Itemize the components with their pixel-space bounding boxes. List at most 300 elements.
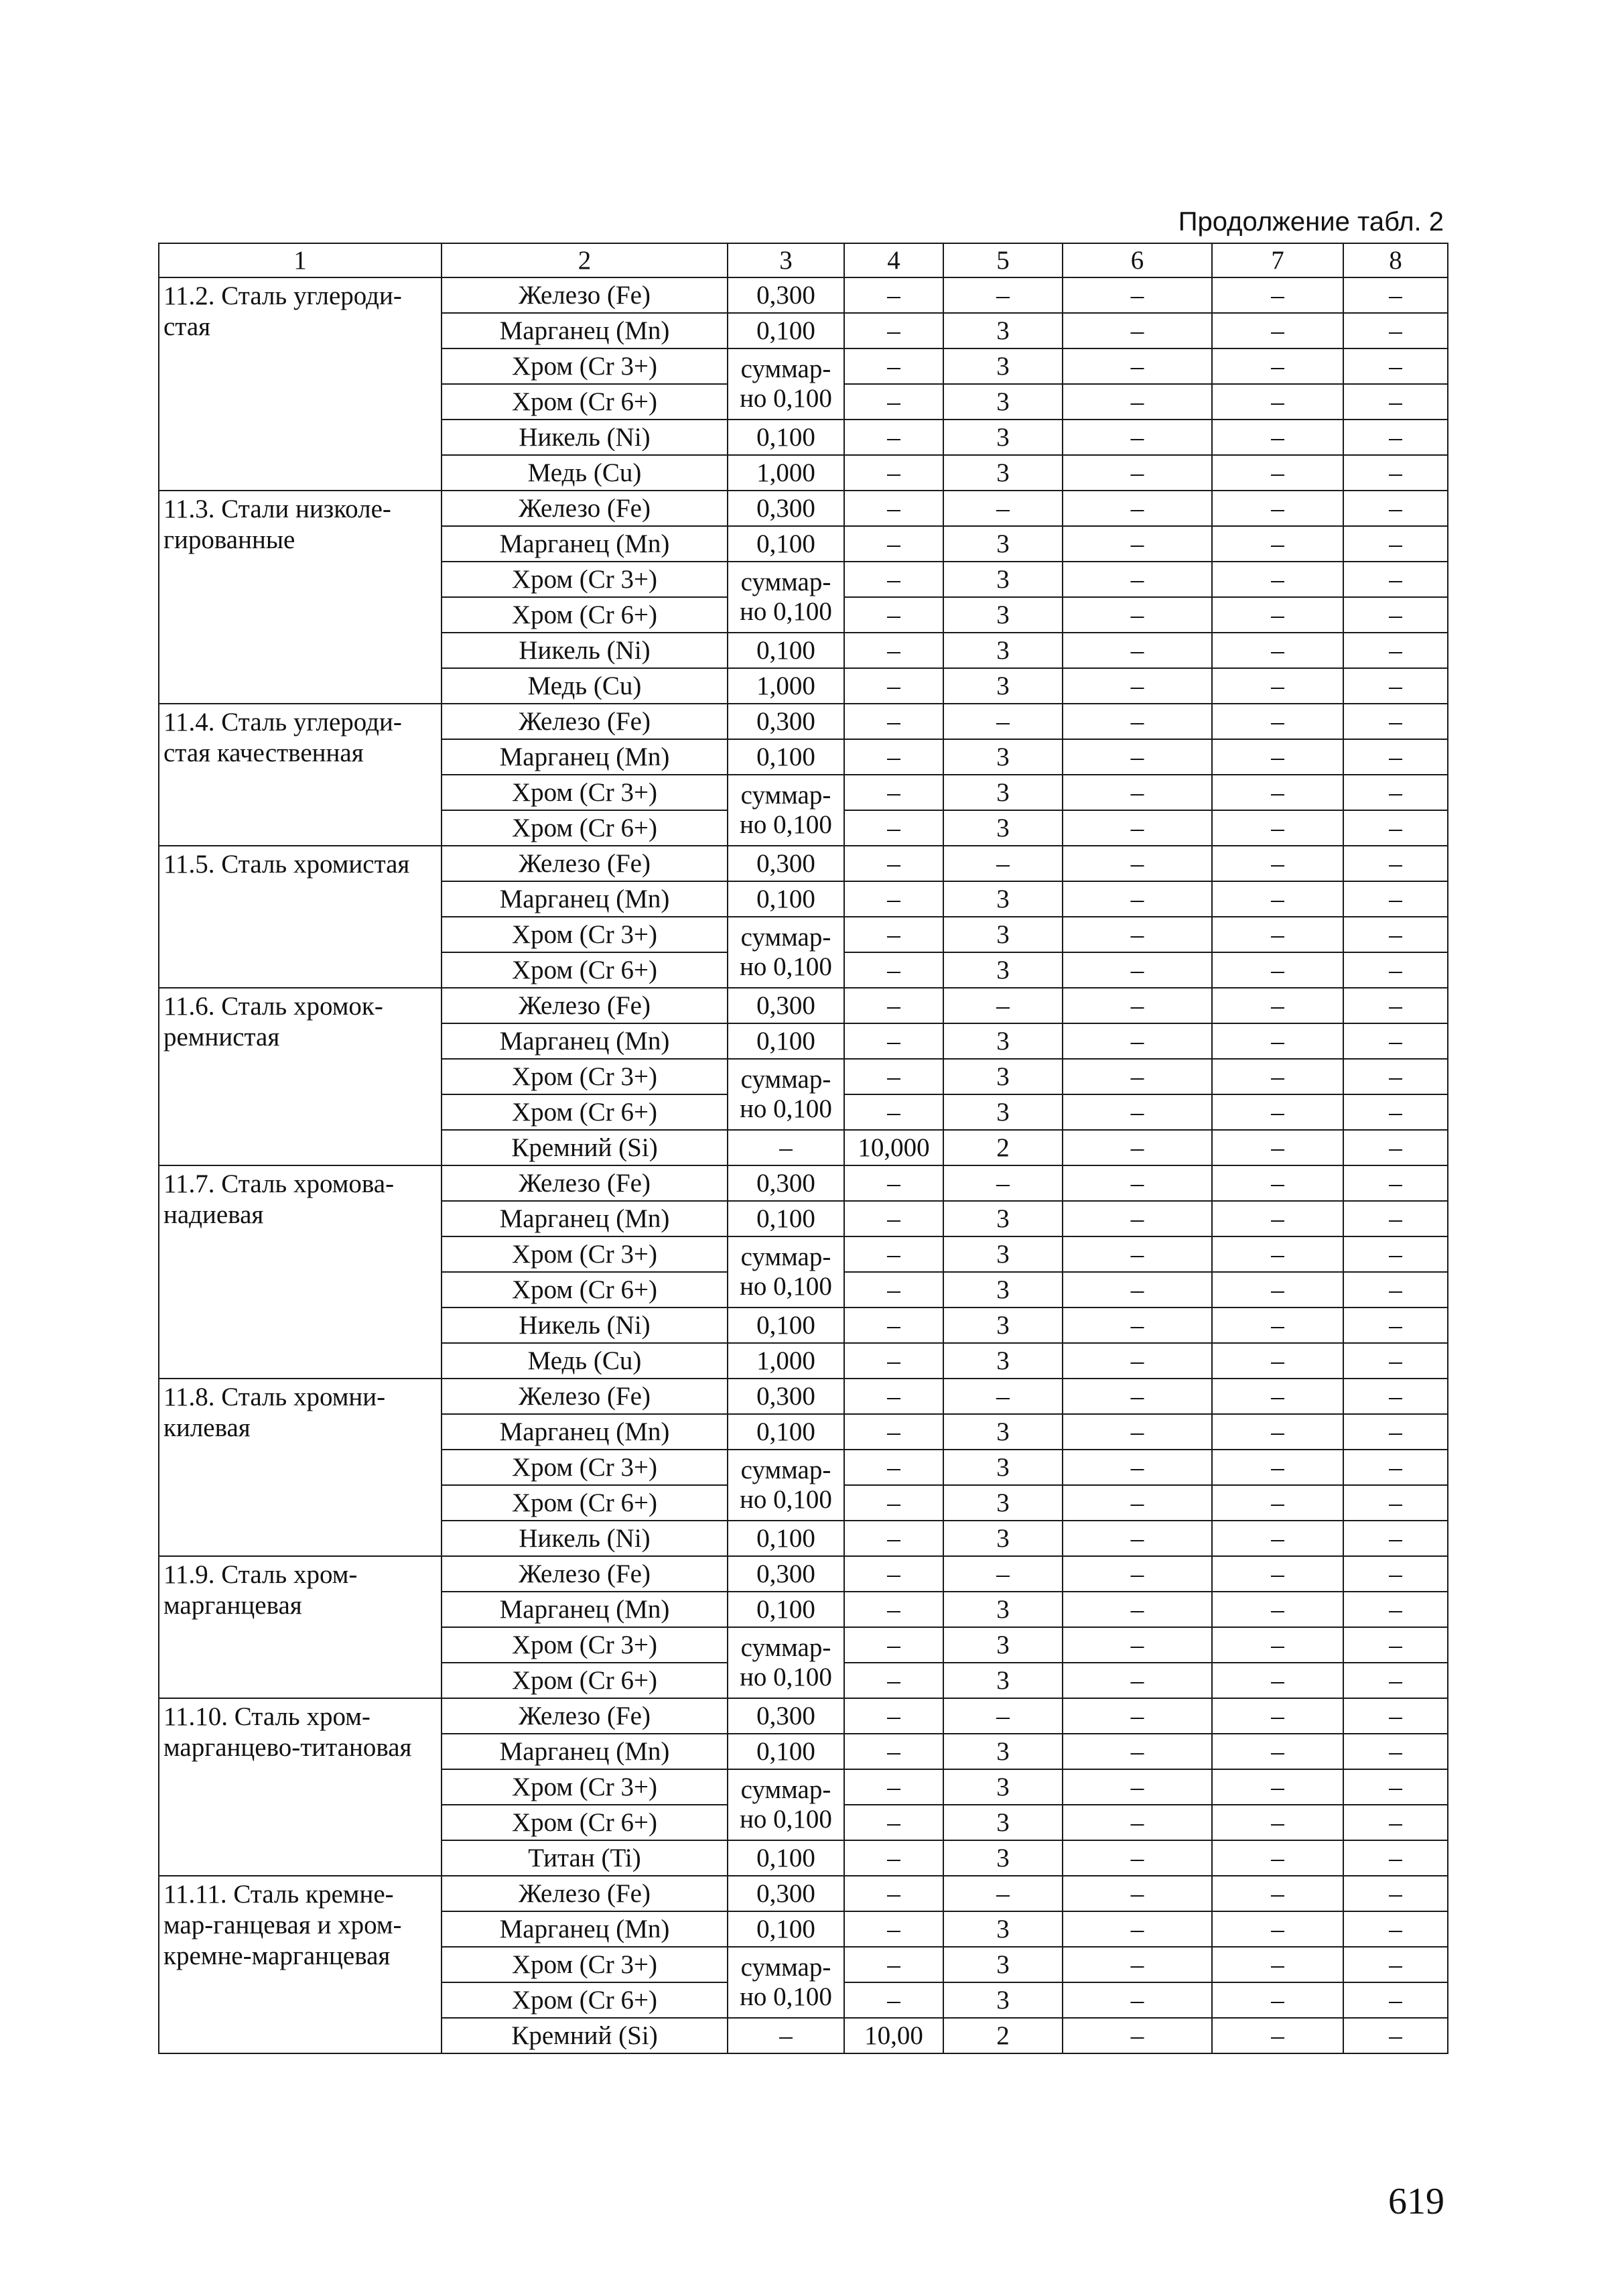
value-cell: –	[844, 633, 943, 668]
value-cell: –	[844, 348, 943, 384]
element-cell: Никель (Ni)	[442, 1308, 728, 1343]
value-cell: –	[728, 1130, 844, 1165]
value-cell: –	[1063, 1485, 1212, 1521]
value-cell: 0,300	[728, 988, 844, 1023]
value-cell: –	[1063, 1379, 1212, 1414]
value-cell: 3	[943, 1805, 1063, 1840]
value-cell: –	[1212, 313, 1343, 348]
value-cell: 3	[943, 917, 1063, 952]
element-cell: Медь (Cu)	[442, 1343, 728, 1379]
value-cell: –	[1343, 1592, 1448, 1627]
value-cell: –	[1063, 1308, 1212, 1343]
group-name: 11.8. Сталь хромни-килевая	[159, 1379, 442, 1556]
value-cell: –	[1063, 846, 1212, 881]
table-row	[159, 1379, 1448, 1414]
value-cell: –	[1063, 1592, 1212, 1627]
value-cell: –	[1343, 313, 1448, 348]
value-cell: –	[1063, 810, 1212, 846]
value-cell: –	[1063, 1201, 1212, 1236]
value-cell: 3	[943, 597, 1063, 633]
value-cell: 3	[943, 1840, 1063, 1876]
value-cell: –	[1343, 810, 1448, 846]
element-cell: Железо (Fe)	[442, 988, 728, 1023]
value-cell: 0,300	[728, 1556, 844, 1592]
value-cell: 1,000	[728, 1343, 844, 1379]
value-cell: –	[1343, 633, 1448, 668]
element-cell: Хром (Cr 3+)	[442, 1236, 728, 1272]
value-cell: –	[844, 1911, 943, 1947]
element-cell: Медь (Cu)	[442, 455, 728, 491]
value-cell: 0,100	[728, 1201, 844, 1236]
value-cell: 3	[943, 1663, 1063, 1698]
value-cell: –	[1343, 1201, 1448, 1236]
element-cell: Хром (Cr 6+)	[442, 1485, 728, 1521]
combined-value-cell: суммар-но 0,100	[728, 348, 844, 420]
value-cell: 0,300	[728, 491, 844, 526]
value-cell: –	[844, 1840, 943, 1876]
value-cell: –	[1343, 1272, 1448, 1308]
element-cell: Хром (Cr 3+)	[442, 917, 728, 952]
value-cell: –	[1343, 526, 1448, 562]
value-cell: –	[844, 1201, 943, 1236]
value-cell: –	[844, 277, 943, 313]
value-cell: –	[1212, 739, 1343, 775]
value-cell: –	[844, 952, 943, 988]
element-cell: Марганец (Mn)	[442, 526, 728, 562]
value-cell: –	[1063, 1734, 1212, 1769]
value-cell: 3	[943, 1982, 1063, 2018]
column-header: 7	[1212, 243, 1343, 277]
value-cell: 0,100	[728, 1308, 844, 1343]
table-row	[159, 704, 1448, 739]
value-cell: –	[1212, 988, 1343, 1023]
value-cell: –	[844, 1698, 943, 1734]
value-cell: –	[1212, 1379, 1343, 1414]
value-cell: 3	[943, 455, 1063, 491]
value-cell: –	[1063, 455, 1212, 491]
value-cell: 3	[943, 348, 1063, 384]
value-cell: 0,100	[728, 420, 844, 455]
element-cell: Хром (Cr 3+)	[442, 1059, 728, 1094]
value-cell: –	[1063, 1840, 1212, 1876]
element-cell: Марганец (Mn)	[442, 881, 728, 917]
combined-value-cell: суммар-но 0,100	[728, 1236, 844, 1308]
element-cell: Хром (Cr 3+)	[442, 1769, 728, 1805]
value-cell: –	[1063, 1521, 1212, 1556]
value-cell: 0,100	[728, 313, 844, 348]
group-name: 11.11. Сталь кремне-мар-ганцевая и хром-кремне-марганцевая	[159, 1876, 442, 2053]
value-cell: 0,100	[728, 1592, 844, 1627]
value-cell: 3	[943, 810, 1063, 846]
value-cell: –	[1063, 704, 1212, 739]
value-cell: –	[844, 1343, 943, 1379]
value-cell: 0,100	[728, 1840, 844, 1876]
value-cell: –	[1212, 597, 1343, 633]
value-cell: –	[1212, 1165, 1343, 1201]
value-cell: –	[1343, 1556, 1448, 1592]
table-row	[159, 1698, 1448, 1734]
value-cell: –	[1212, 384, 1343, 420]
value-cell: –	[1343, 1947, 1448, 1982]
value-cell: –	[1063, 1236, 1212, 1272]
value-cell: –	[1343, 1094, 1448, 1130]
value-cell: –	[1063, 348, 1212, 384]
value-cell: –	[1212, 704, 1343, 739]
value-cell: –	[844, 562, 943, 597]
value-cell: –	[943, 846, 1063, 881]
element-cell: Кремний (Si)	[442, 2018, 728, 2053]
value-cell: 10,00	[844, 2018, 943, 2053]
value-cell: –	[943, 1556, 1063, 1592]
element-cell: Хром (Cr 3+)	[442, 1947, 728, 1982]
value-cell: –	[1212, 1094, 1343, 1130]
value-cell: 0,300	[728, 1698, 844, 1734]
value-cell: –	[1212, 1414, 1343, 1450]
combined-value-cell: суммар-но 0,100	[728, 1769, 844, 1840]
value-cell: –	[1063, 1769, 1212, 1805]
value-cell: –	[1343, 881, 1448, 917]
value-cell: –	[1212, 1769, 1343, 1805]
value-cell: 0,100	[728, 1911, 844, 1947]
value-cell: 0,100	[728, 739, 844, 775]
value-cell: –	[1063, 1982, 1212, 2018]
value-cell: –	[1343, 1165, 1448, 1201]
value-cell: –	[844, 1236, 943, 1272]
value-cell: –	[844, 1272, 943, 1308]
value-cell: 3	[943, 668, 1063, 704]
element-cell: Марганец (Mn)	[442, 739, 728, 775]
value-cell: –	[844, 420, 943, 455]
table-row	[159, 988, 1448, 1023]
value-cell: –	[844, 1059, 943, 1094]
element-cell: Марганец (Mn)	[442, 1911, 728, 1947]
value-cell: –	[1343, 2018, 1448, 2053]
element-cell: Хром (Cr 6+)	[442, 597, 728, 633]
value-cell: –	[943, 1379, 1063, 1414]
value-cell: –	[1212, 1982, 1343, 2018]
value-cell: –	[844, 1947, 943, 1982]
value-cell: –	[1212, 952, 1343, 988]
value-cell: –	[1343, 668, 1448, 704]
value-cell: –	[1343, 775, 1448, 810]
value-cell: 0,300	[728, 277, 844, 313]
value-cell: 0,300	[728, 704, 844, 739]
value-cell: –	[1343, 1450, 1448, 1485]
value-cell: –	[1063, 775, 1212, 810]
value-cell: –	[1343, 952, 1448, 988]
value-cell: –	[943, 491, 1063, 526]
value-cell: –	[1343, 1876, 1448, 1911]
column-header: 4	[844, 243, 943, 277]
element-cell: Марганец (Mn)	[442, 1414, 728, 1450]
element-cell: Марганец (Mn)	[442, 313, 728, 348]
value-cell: 3	[943, 1094, 1063, 1130]
element-cell: Железо (Fe)	[442, 1379, 728, 1414]
value-cell: –	[1063, 881, 1212, 917]
column-header: 6	[1063, 243, 1212, 277]
element-cell: Хром (Cr 6+)	[442, 1094, 728, 1130]
value-cell: 10,000	[844, 1130, 943, 1165]
table-row	[159, 491, 1448, 526]
value-cell: –	[1063, 313, 1212, 348]
value-cell: –	[844, 384, 943, 420]
element-cell: Никель (Ni)	[442, 633, 728, 668]
value-cell: –	[1212, 775, 1343, 810]
value-cell: –	[1343, 384, 1448, 420]
value-cell: –	[1063, 1343, 1212, 1379]
value-cell: 0,100	[728, 1414, 844, 1450]
norms-table	[158, 243, 1448, 2054]
group-name: 11.10. Сталь хром-марганцево-титановая	[159, 1698, 442, 1876]
value-cell: –	[1343, 1414, 1448, 1450]
element-cell: Хром (Cr 3+)	[442, 562, 728, 597]
value-cell: –	[1212, 348, 1343, 384]
element-cell: Железо (Fe)	[442, 846, 728, 881]
value-cell: –	[844, 668, 943, 704]
value-cell: –	[1343, 1236, 1448, 1272]
value-cell: –	[844, 1663, 943, 1698]
value-cell: 3	[943, 526, 1063, 562]
value-cell: 0,300	[728, 1379, 844, 1414]
value-cell: –	[1063, 1947, 1212, 1982]
element-cell: Марганец (Mn)	[442, 1592, 728, 1627]
combined-value-cell: суммар-но 0,100	[728, 775, 844, 846]
value-cell: –	[1063, 1805, 1212, 1840]
group-name: 11.9. Сталь хром-марганцевая	[159, 1556, 442, 1698]
value-cell: 0,100	[728, 1023, 844, 1059]
value-cell: 3	[943, 1485, 1063, 1521]
value-cell: –	[1343, 1379, 1448, 1414]
value-cell: –	[844, 739, 943, 775]
value-cell: –	[1212, 491, 1343, 526]
value-cell: –	[844, 1414, 943, 1450]
value-cell: –	[943, 704, 1063, 739]
value-cell: –	[844, 491, 943, 526]
group-name: 11.3. Стали низколе-гированные	[159, 491, 442, 704]
column-header: 5	[943, 243, 1063, 277]
value-cell: –	[1343, 455, 1448, 491]
value-cell: –	[1212, 1308, 1343, 1343]
table-row	[159, 1556, 1448, 1592]
value-cell: –	[1063, 2018, 1212, 2053]
value-cell: –	[1343, 277, 1448, 313]
value-cell: 3	[943, 775, 1063, 810]
value-cell: 3	[943, 1023, 1063, 1059]
element-cell: Хром (Cr 3+)	[442, 1450, 728, 1485]
value-cell: –	[1343, 1627, 1448, 1663]
value-cell: –	[1212, 2018, 1343, 2053]
value-cell: 0,300	[728, 846, 844, 881]
value-cell: –	[943, 988, 1063, 1023]
value-cell: –	[1063, 668, 1212, 704]
element-cell: Марганец (Mn)	[442, 1201, 728, 1236]
table-row	[159, 277, 1448, 313]
value-cell: 3	[943, 313, 1063, 348]
value-cell: –	[844, 988, 943, 1023]
combined-value-cell: суммар-но 0,100	[728, 1059, 844, 1130]
value-cell: 0,300	[728, 1165, 844, 1201]
value-cell: –	[1063, 384, 1212, 420]
value-cell: –	[844, 1094, 943, 1130]
element-cell: Хром (Cr 6+)	[442, 1272, 728, 1308]
value-cell: –	[1212, 1840, 1343, 1876]
value-cell: 0,100	[728, 1734, 844, 1769]
value-cell: –	[844, 1450, 943, 1485]
value-cell: –	[844, 704, 943, 739]
value-cell: –	[1063, 1272, 1212, 1308]
value-cell: 0,100	[728, 526, 844, 562]
group-name: 11.6. Сталь хромок-ремнистая	[159, 988, 442, 1165]
element-cell: Марганец (Mn)	[442, 1023, 728, 1059]
value-cell: –	[1212, 1556, 1343, 1592]
value-cell: –	[728, 2018, 844, 2053]
value-cell: –	[1212, 1130, 1343, 1165]
element-cell: Хром (Cr 6+)	[442, 810, 728, 846]
column-header: 8	[1343, 243, 1448, 277]
value-cell: 3	[943, 1911, 1063, 1947]
value-cell: –	[1212, 1734, 1343, 1769]
value-cell: –	[1063, 1627, 1212, 1663]
value-cell: 0,300	[728, 1876, 844, 1911]
value-cell: –	[1343, 1485, 1448, 1521]
page-number: 619	[1388, 2181, 1444, 2222]
value-cell: –	[1343, 562, 1448, 597]
value-cell: –	[943, 1698, 1063, 1734]
value-cell: –	[844, 455, 943, 491]
value-cell: –	[1343, 1840, 1448, 1876]
value-cell: –	[1212, 1201, 1343, 1236]
value-cell: –	[1063, 277, 1212, 313]
element-cell: Хром (Cr 6+)	[442, 1805, 728, 1840]
value-cell: –	[1343, 1343, 1448, 1379]
value-cell: –	[1212, 1592, 1343, 1627]
value-cell: –	[1343, 1663, 1448, 1698]
table-row	[159, 846, 1448, 881]
value-cell: –	[1212, 1698, 1343, 1734]
value-cell: –	[844, 1982, 943, 2018]
value-cell: –	[1343, 739, 1448, 775]
value-cell: –	[1343, 1521, 1448, 1556]
value-cell: 3	[943, 1769, 1063, 1805]
column-header: 2	[442, 243, 728, 277]
value-cell: –	[1343, 704, 1448, 739]
element-cell: Хром (Cr 6+)	[442, 1663, 728, 1698]
value-cell: –	[1212, 526, 1343, 562]
value-cell: –	[1212, 668, 1343, 704]
value-cell: 0,100	[728, 1521, 844, 1556]
value-cell: –	[1212, 1521, 1343, 1556]
element-cell: Хром (Cr 6+)	[442, 952, 728, 988]
element-cell: Титан (Ti)	[442, 1840, 728, 1876]
value-cell: 3	[943, 1343, 1063, 1379]
value-cell: –	[1212, 1911, 1343, 1947]
value-cell: –	[1063, 1698, 1212, 1734]
value-cell: –	[844, 313, 943, 348]
value-cell: 3	[943, 1236, 1063, 1272]
value-cell: –	[1063, 1165, 1212, 1201]
value-cell: –	[844, 1521, 943, 1556]
table-row	[159, 1876, 1448, 1911]
value-cell: 3	[943, 384, 1063, 420]
value-cell: –	[1212, 917, 1343, 952]
value-cell: 3	[943, 1947, 1063, 1982]
value-cell: –	[1343, 917, 1448, 952]
value-cell: 3	[943, 952, 1063, 988]
value-cell: –	[1212, 1663, 1343, 1698]
value-cell: –	[1063, 1876, 1212, 1911]
element-cell: Железо (Fe)	[442, 704, 728, 739]
group-name: 11.5. Сталь хромистая	[159, 846, 442, 988]
table-body	[159, 277, 1448, 2053]
element-cell: Кремний (Si)	[442, 1130, 728, 1165]
combined-value-cell: суммар-но 0,100	[728, 1450, 844, 1521]
element-cell: Хром (Cr 3+)	[442, 775, 728, 810]
element-cell: Марганец (Mn)	[442, 1734, 728, 1769]
value-cell: –	[844, 1485, 943, 1521]
value-cell: 1,000	[728, 455, 844, 491]
value-cell: –	[1212, 420, 1343, 455]
value-cell: –	[1212, 633, 1343, 668]
combined-value-cell: суммар-но 0,100	[728, 562, 844, 633]
group-name: 11.4. Сталь углероди-стая качественная	[159, 704, 442, 846]
element-cell: Железо (Fe)	[442, 1876, 728, 1911]
value-cell: –	[1063, 562, 1212, 597]
value-cell: –	[1343, 988, 1448, 1023]
value-cell: –	[1343, 597, 1448, 633]
value-cell: –	[1343, 1734, 1448, 1769]
value-cell: –	[1343, 1911, 1448, 1947]
value-cell: –	[844, 1023, 943, 1059]
value-cell: –	[844, 1592, 943, 1627]
column-header: 1	[159, 243, 442, 277]
value-cell: –	[1343, 846, 1448, 881]
value-cell: –	[1063, 952, 1212, 988]
value-cell: 3	[943, 1450, 1063, 1485]
value-cell: 3	[943, 1627, 1063, 1663]
value-cell: 3	[943, 1272, 1063, 1308]
value-cell: 3	[943, 1201, 1063, 1236]
value-cell: –	[844, 917, 943, 952]
group-name: 11.7. Сталь хромова-надиевая	[159, 1165, 442, 1379]
value-cell: –	[1063, 988, 1212, 1023]
value-cell: 2	[943, 2018, 1063, 2053]
value-cell: –	[1212, 455, 1343, 491]
value-cell: 3	[943, 1592, 1063, 1627]
value-cell: –	[844, 1627, 943, 1663]
value-cell: –	[1063, 1059, 1212, 1094]
value-cell: –	[1063, 1911, 1212, 1947]
value-cell: –	[844, 1805, 943, 1840]
combined-value-cell: суммар-но 0,100	[728, 917, 844, 988]
value-cell: –	[844, 775, 943, 810]
value-cell: –	[844, 846, 943, 881]
header-row	[159, 243, 1448, 277]
value-cell: –	[943, 1165, 1063, 1201]
value-cell: –	[1063, 1663, 1212, 1698]
value-cell: –	[1212, 810, 1343, 846]
value-cell: 3	[943, 1521, 1063, 1556]
value-cell: 2	[943, 1130, 1063, 1165]
value-cell: –	[844, 1769, 943, 1805]
value-cell: –	[1212, 1236, 1343, 1272]
value-cell: –	[1212, 1627, 1343, 1663]
value-cell: –	[1212, 1450, 1343, 1485]
table-row	[159, 1165, 1448, 1201]
value-cell: –	[1212, 562, 1343, 597]
value-cell: –	[844, 881, 943, 917]
value-cell: –	[1212, 1805, 1343, 1840]
value-cell: –	[1212, 1059, 1343, 1094]
